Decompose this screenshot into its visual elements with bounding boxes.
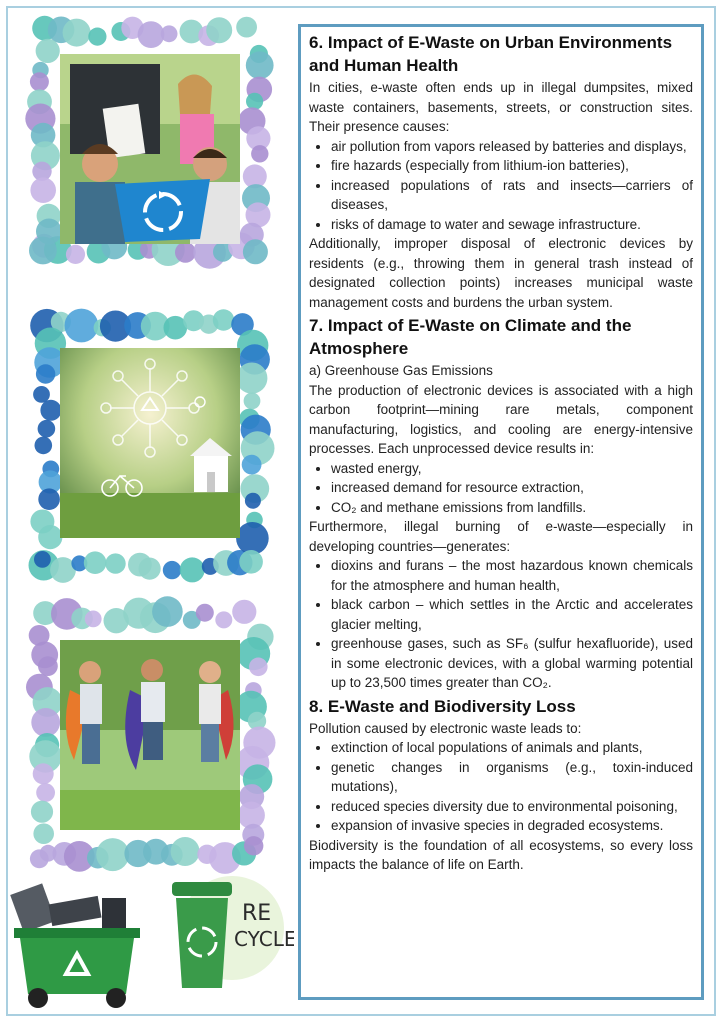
bubble-decoration (96, 838, 129, 871)
bubble-decoration (196, 604, 214, 622)
bubble-decoration (249, 658, 268, 677)
bubble-decoration (38, 525, 62, 549)
bubble-decoration (180, 557, 205, 582)
bubble-decoration (105, 553, 125, 573)
bubble-decoration (35, 437, 53, 455)
bubble-decoration (213, 309, 234, 330)
bubble-decoration (171, 837, 200, 866)
section-intro: Pollution caused by electronic waste leads to: (309, 720, 582, 736)
list-item: • black carbon – which settles in the Arctic and accelerates glacier melting, (331, 595, 693, 634)
bubble-decoration (138, 21, 165, 48)
bubble-decoration (33, 386, 50, 403)
bubble-decoration (33, 763, 54, 784)
list-item: • extinction of local populations of animals and plants, (331, 738, 693, 758)
bubble-decoration (242, 455, 262, 475)
list-item: • wasted energy, (331, 459, 693, 479)
bubble-decoration (175, 242, 196, 263)
list-item: • greenhouse gases, such as SF₆ (sulfur hexafluoride), used in some electronic devices, with a global warming potential up to 23,500 times greater than CO₂. (331, 634, 693, 693)
section-intro: The production of electronic devices is associated with a high carbon footprint—mining rare metals, component manufacturing, logistics, and cooling are energy-intensive processes. Each unprocessed device results in: (309, 382, 693, 456)
photo-eco-concept (60, 348, 240, 538)
photo-kids-recycling (60, 54, 240, 244)
article-text-box (298, 24, 704, 1000)
list-item: • reduced species diversity due to environmental poisoning, (331, 797, 693, 817)
list-item: • increased populations of rats and insects—carriers of diseases, (331, 176, 693, 215)
list-item: • expansion of invasive species in degraded ecosystems. (331, 816, 693, 836)
list-item: • genetic changes in organisms (e.g., toxin-induced mutations), (331, 758, 693, 797)
section-intro: In cities, e-waste often ends up in illegal dumpsites, mixed waste containers, basements, streets, or construction sites. Their presence causes: (309, 80, 693, 134)
bubble-decoration (84, 551, 107, 574)
bubble-decoration (66, 245, 85, 264)
bubble-decoration (33, 823, 54, 844)
bubble-decoration (232, 600, 256, 624)
section-title: 6. Impact of E-Waste on Urban Environments and Human Health (309, 33, 673, 75)
list-item: • dioxins and furans – the most hazardous known chemicals for the atmosphere and human health, (331, 556, 693, 595)
photo-kids-capes (60, 640, 240, 830)
list-item: • risks of damage to water and sewage infrastructure. (331, 215, 693, 235)
bubble-decoration (236, 522, 269, 555)
bubble-decoration (63, 19, 91, 47)
bubble-decoration (36, 783, 55, 802)
bubble-decoration (38, 420, 56, 438)
section-urban-health (309, 31, 693, 312)
bubble-decoration (38, 488, 60, 510)
bubble-decoration (206, 17, 232, 43)
bullet-list (309, 556, 693, 693)
section-biodiversity (309, 695, 693, 875)
bubble-decoration (36, 39, 60, 63)
photo-frame-kids-capes (22, 594, 278, 878)
bubble-decoration (38, 656, 58, 676)
section-title: 7. Impact of E-Waste on Climate and the Atmosphere (309, 316, 632, 358)
bubble-decoration (215, 611, 232, 628)
photo-frame-kids-recycling (22, 10, 278, 272)
section-outro: Biodiversity is the foundation of all ecosystems, so every loss impacts the balance of life on Earth. (309, 837, 693, 872)
section-title: 8. E-Waste and Biodiversity Loss (309, 696, 576, 716)
recycle-sign-line2: CYCLE (234, 927, 294, 951)
bubble-decoration (245, 493, 261, 509)
bubble-decoration (246, 93, 263, 110)
list-item: • fire hazards (especially from lithium-ion batteries), (331, 156, 693, 176)
bubble-decoration (139, 558, 161, 580)
section-outro: Additionally, improper disposal of electronic devices by residents (e.g., throwing them in general trash instead of designated collection points) increases municipal waste management costs and burdens the urban system. (309, 236, 693, 310)
bubble-decoration (88, 28, 106, 46)
list-item: • CO₂ and methane emissions from landfills. (331, 498, 693, 518)
bullet-list (309, 738, 693, 836)
trash-bin-icon (10, 883, 140, 1008)
section-middle: Furthermore, illegal burning of e-waste—especially in developing countries—generates: (309, 519, 693, 554)
bubble-decoration (236, 363, 267, 394)
recycle-bin-icon (172, 876, 294, 988)
bubble-decoration (236, 17, 257, 38)
bullet-list (309, 137, 693, 235)
bubble-decoration (251, 145, 268, 162)
bubble-decoration (246, 51, 274, 79)
list-item: • air pollution from vapors released by batteries and displays, (331, 137, 693, 157)
bubble-decoration (30, 72, 49, 91)
bubble-decoration (244, 393, 261, 410)
bubble-decoration (85, 611, 102, 628)
section-climate-atmosphere (309, 314, 693, 693)
bubble-decoration (40, 400, 61, 421)
list-item: • increased demand for resource extraction, (331, 478, 693, 498)
bubble-decoration (244, 836, 263, 855)
bubble-decoration (30, 177, 56, 203)
bubble-decoration (36, 364, 55, 383)
bubble-decoration (161, 25, 178, 42)
bubble-decoration (31, 708, 60, 737)
bubble-decoration (29, 237, 57, 265)
bubble-decoration (65, 309, 99, 343)
bubble-decoration (40, 845, 57, 862)
bullet-list (309, 459, 693, 518)
recycling-bins-illustration (10, 870, 294, 1010)
bubble-decoration (34, 551, 51, 568)
section-subtitle: a) Greenhouse Gas Emissions (309, 363, 493, 378)
bubble-decoration (31, 801, 53, 823)
recycle-sign-line1: RE (242, 901, 272, 926)
bubble-decoration (163, 561, 181, 579)
photo-frame-eco-concept (22, 300, 278, 590)
bubble-decoration (152, 596, 183, 627)
bubble-decoration (243, 239, 268, 264)
bubble-decoration (239, 550, 263, 574)
